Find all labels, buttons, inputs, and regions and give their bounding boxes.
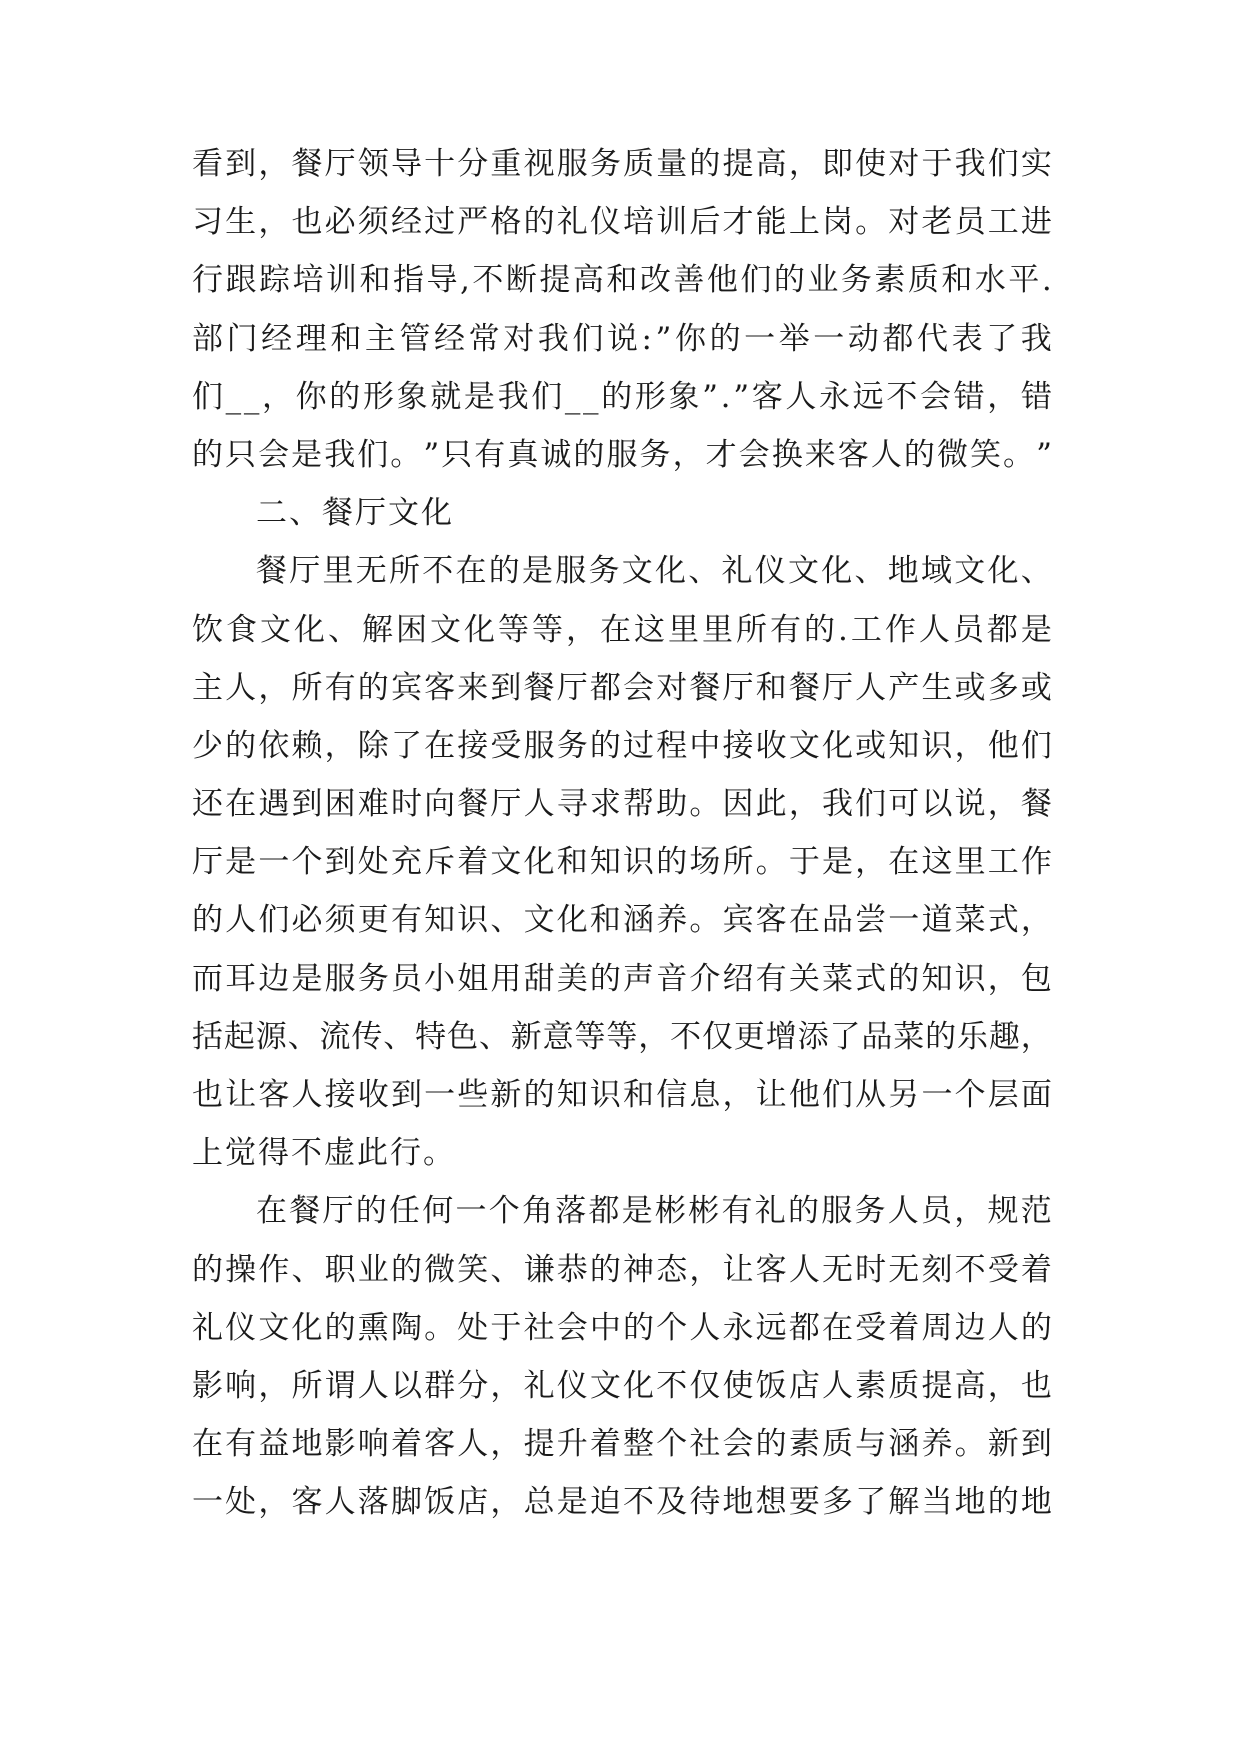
- text-line: 的 人 们 必 须 更 有 知 识 、 文 化 和 涵 养 。 宾 客 在 品 尝 一 道 菜 式 ，: [192, 902, 1052, 939]
- text-line: 而 耳 边 是 服 务 员 小 姐 用 甜 美 的 声 音 介 绍 有 关 菜 式 的 知 识 ， 包: [192, 960, 1052, 997]
- text-line: 影 响 ， 所 谓 人 以 群 分 ， 礼 仪 文 化 不 仅 使 饭 店 人 素 质 提 高 ， 也: [192, 1367, 1052, 1404]
- text-line: 行 跟 踪 培 训 和 指 导 , 不 断 提 高 和 改 善 他 们 的 业 务 素 质 和 水 平 .: [192, 262, 1052, 299]
- text-line: 部 门 经 理 和 主 管 经 常 对 我 们 说 : ” 你 的 一 举 一 动 都 代 表 了 我: [192, 320, 1052, 357]
- text-line: 的 只 会 是 我 们 。 ” 只 有 真 诚 的 服 务 ， 才 会 换 来 客 人 的 微 笑 。 ”: [192, 436, 1052, 473]
- text-line: 在 餐 厅 的 任 何 一 个 角 落 都 是 彬 彬 有 礼 的 服 务 人 员 ， 规 范: [256, 1193, 1052, 1230]
- text-line: 的 操 作 、 职 业 的 微 笑 、 谦 恭 的 神 态 ， 让 客 人 无 时 无 刻 不 受 着: [192, 1251, 1052, 1288]
- text-line: 在 有 益 地 影 响 着 客 人 ， 提 升 着 整 个 社 会 的 素 质 与 涵 养 。 新 到: [192, 1426, 1052, 1463]
- text-line: 一 处 ， 客 人 落 脚 饭 店 ， 总 是 迫 不 及 待 地 想 要 多 了 解 当 地 的 地: [192, 1484, 1052, 1521]
- text-line: 括 起 源 、 流 传 、 特 色 、 新 意 等 等 ， 不 仅 更 增 添 了 品 菜 的 乐 趣 ，: [192, 1018, 1052, 1055]
- text-line: 还 在 遇 到 困 难 时 向 餐 厅 人 寻 求 帮 助 。 因 此 ， 我 们 可 以 说 ， 餐: [192, 786, 1052, 823]
- text-line: 厅 是 一 个 到 处 充 斥 着 文 化 和 知 识 的 场 所 。 于 是 ， 在 这 里 工 作: [192, 844, 1052, 881]
- text-line: 餐 厅 里 无 所 不 在 的 是 服 务 文 化 、 礼 仪 文 化 、 地 域 文 化 、: [256, 553, 1052, 590]
- text-line: 上觉得不虚此行。: [192, 1135, 456, 1172]
- text-line: 少 的 依 赖 ， 除 了 在 接 受 服 务 的 过 程 中 接 收 文 化 或 知 识 ， 他 们: [192, 727, 1052, 764]
- section-heading: 二、餐厅文化: [256, 495, 454, 532]
- document-body: [192, 135, 1052, 1532]
- text-line: 主 人 ， 所 有 的 宾 客 来 到 餐 厅 都 会 对 餐 厅 和 餐 厅 人 产 生 或 多 或: [192, 669, 1052, 706]
- text-line: 看 到 ， 餐 厅 领 导 十 分 重 视 服 务 质 量 的 提 高 ， 即 使 对 于 我 们 实: [192, 146, 1052, 182]
- text-line: 饮 食 文 化 、 解 困 文 化 等 等 ， 在 这 里 里 所 有 的 . 工 作 人 员 都 是: [192, 611, 1052, 648]
- text-line: 习 生 ， 也 必 须 经 过 严 格 的 礼 仪 培 训 后 才 能 上 岗 。 对 老 员 工 进: [192, 204, 1052, 241]
- text-line: 们 _ _ ， 你 的 形 象 就 是 我 们 _ _ 的 形 象 ” . ” 客 人 永 远 不 会 错 ， 错: [192, 378, 1052, 415]
- text-line: 也 让 客 人 接 收 到 一 些 新 的 知 识 和 信 息 ， 让 他 们 从 另 一 个 层 面: [192, 1077, 1052, 1113]
- text-line: 礼 仪 文 化 的 熏 陶 。 处 于 社 会 中 的 个 人 永 远 都 在 受 着 周 边 人 的: [192, 1309, 1052, 1346]
